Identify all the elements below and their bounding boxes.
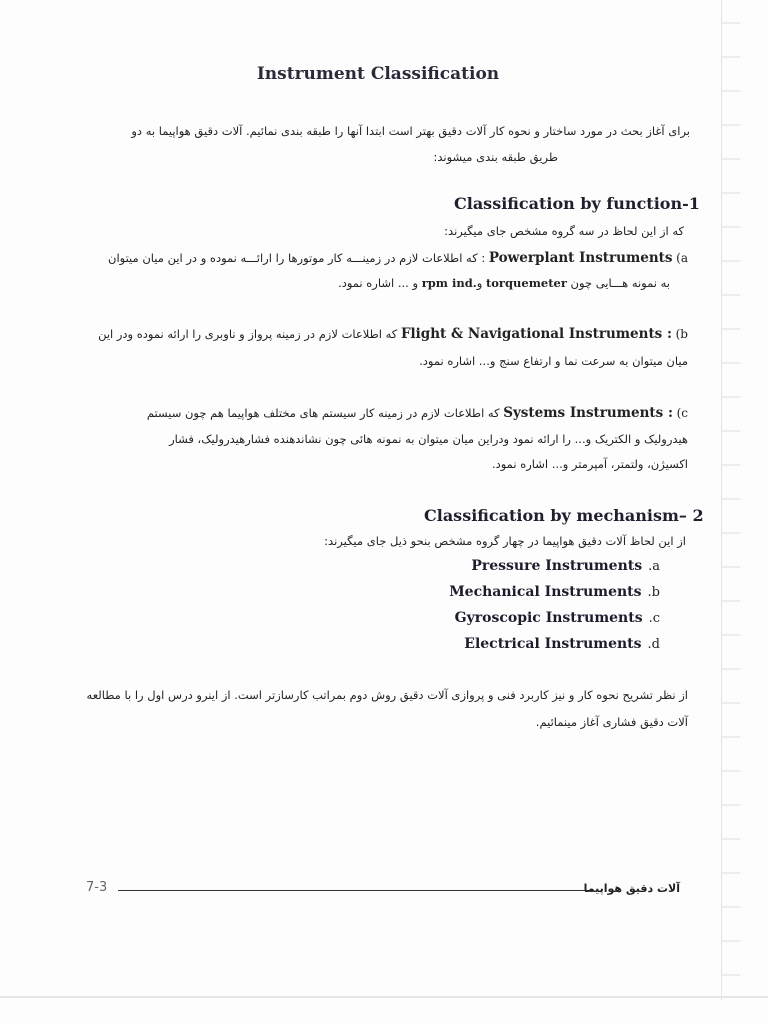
function-item-systems-line-3: اکسیژن، ولتمتر، آمپرمتر و... اشاره نمود. (491, 457, 688, 471)
mechanism-heading: Classification by mechanism– 2 (424, 506, 704, 525)
function-item-powerplant-line-2: به نمونه هـــایی چون torquemeter وrpm ind. و ... اشاره نمود. (338, 276, 670, 290)
intro-line-2: طریق طبقه بندی میشوند: (433, 150, 558, 164)
function-item-systems (147, 405, 688, 421)
mechanism-item-gyroscopic: .c Gyroscopic Instruments (454, 610, 660, 626)
mechanism-item-mechanical: .b Mechanical Instruments (449, 584, 660, 600)
item-name: Flight & Navigational Instruments : (400, 326, 672, 342)
function-item-flight-nav-line-2: میان میتوان به سرعت نما و ارتفاع سنج و... اشاره نمود. (419, 354, 688, 368)
footer-title: آلات دقیق هواپیما (583, 882, 680, 895)
page-edge-decoration (721, 0, 740, 1000)
function-item-systems-line-2: هیدرولیک و الکتریک و... را ارائه نمود ودراین میان میتوان به نمونه هائی چون نشاندهنده فشارهیدرولیک، فشار (169, 432, 688, 446)
page-title: Instrument Classification (256, 64, 500, 84)
mechanism-item-electrical: .d Electrical Instruments (464, 636, 660, 652)
mechanism-intro: از این لحاظ آلات دقیق هواپیما در چهار گروه مشخص بنحو ذیل جای میگیرند: (324, 534, 686, 548)
function-item-flight-nav (98, 326, 688, 342)
closing-line-2: آلات دقیق فشاری آغاز مینمائیم. (535, 715, 688, 729)
item-description: که اطلاعات لازم در زمینه کار سیستم های مختلف هواپیما هم چون سیستم (146, 406, 500, 420)
footer-page-number: 7-3 (86, 880, 108, 895)
function-intro: که از این لحاظ در سه گروه مشخص جای میگیرند: (444, 224, 684, 238)
mechanism-item-pressure: .a Pressure Instruments (471, 558, 660, 574)
item-marker: (b (675, 327, 688, 341)
item-description: : که اطلاعات لازم در زمینـــه کار موتورها را ارائـــه نموده و در این میان میتوان (108, 251, 486, 265)
closing-line-1: از نظر تشریح نحوه کار و نیز کاربرد فنی و پروازی آلات دقیق روش دوم بمراتب کارسازتر است. از اینرو درس اول را با مطالعه (86, 688, 688, 702)
item-name: Powerplant Instruments (488, 250, 673, 266)
page-bottom-edge (0, 996, 768, 998)
footer-divider (118, 890, 594, 891)
item-marker: (a (676, 251, 688, 265)
intro-line-1: برای آغاز بحث در مورد ساختار و نحوه کار آلات دقیق بهتر است ابتدا آنها را طبقه بندی نمائیم. آلات دقیق هواپیما به دو (131, 124, 690, 138)
function-item-powerplant (108, 250, 688, 266)
item-description: که اطلاعات لازم در زمینه پرواز و ناوبری را ارائه نموده ودر این (98, 327, 398, 341)
function-heading: Classification by function-1 (454, 194, 700, 213)
item-marker: (c (676, 406, 688, 420)
item-name: Systems Instruments : (503, 405, 673, 421)
